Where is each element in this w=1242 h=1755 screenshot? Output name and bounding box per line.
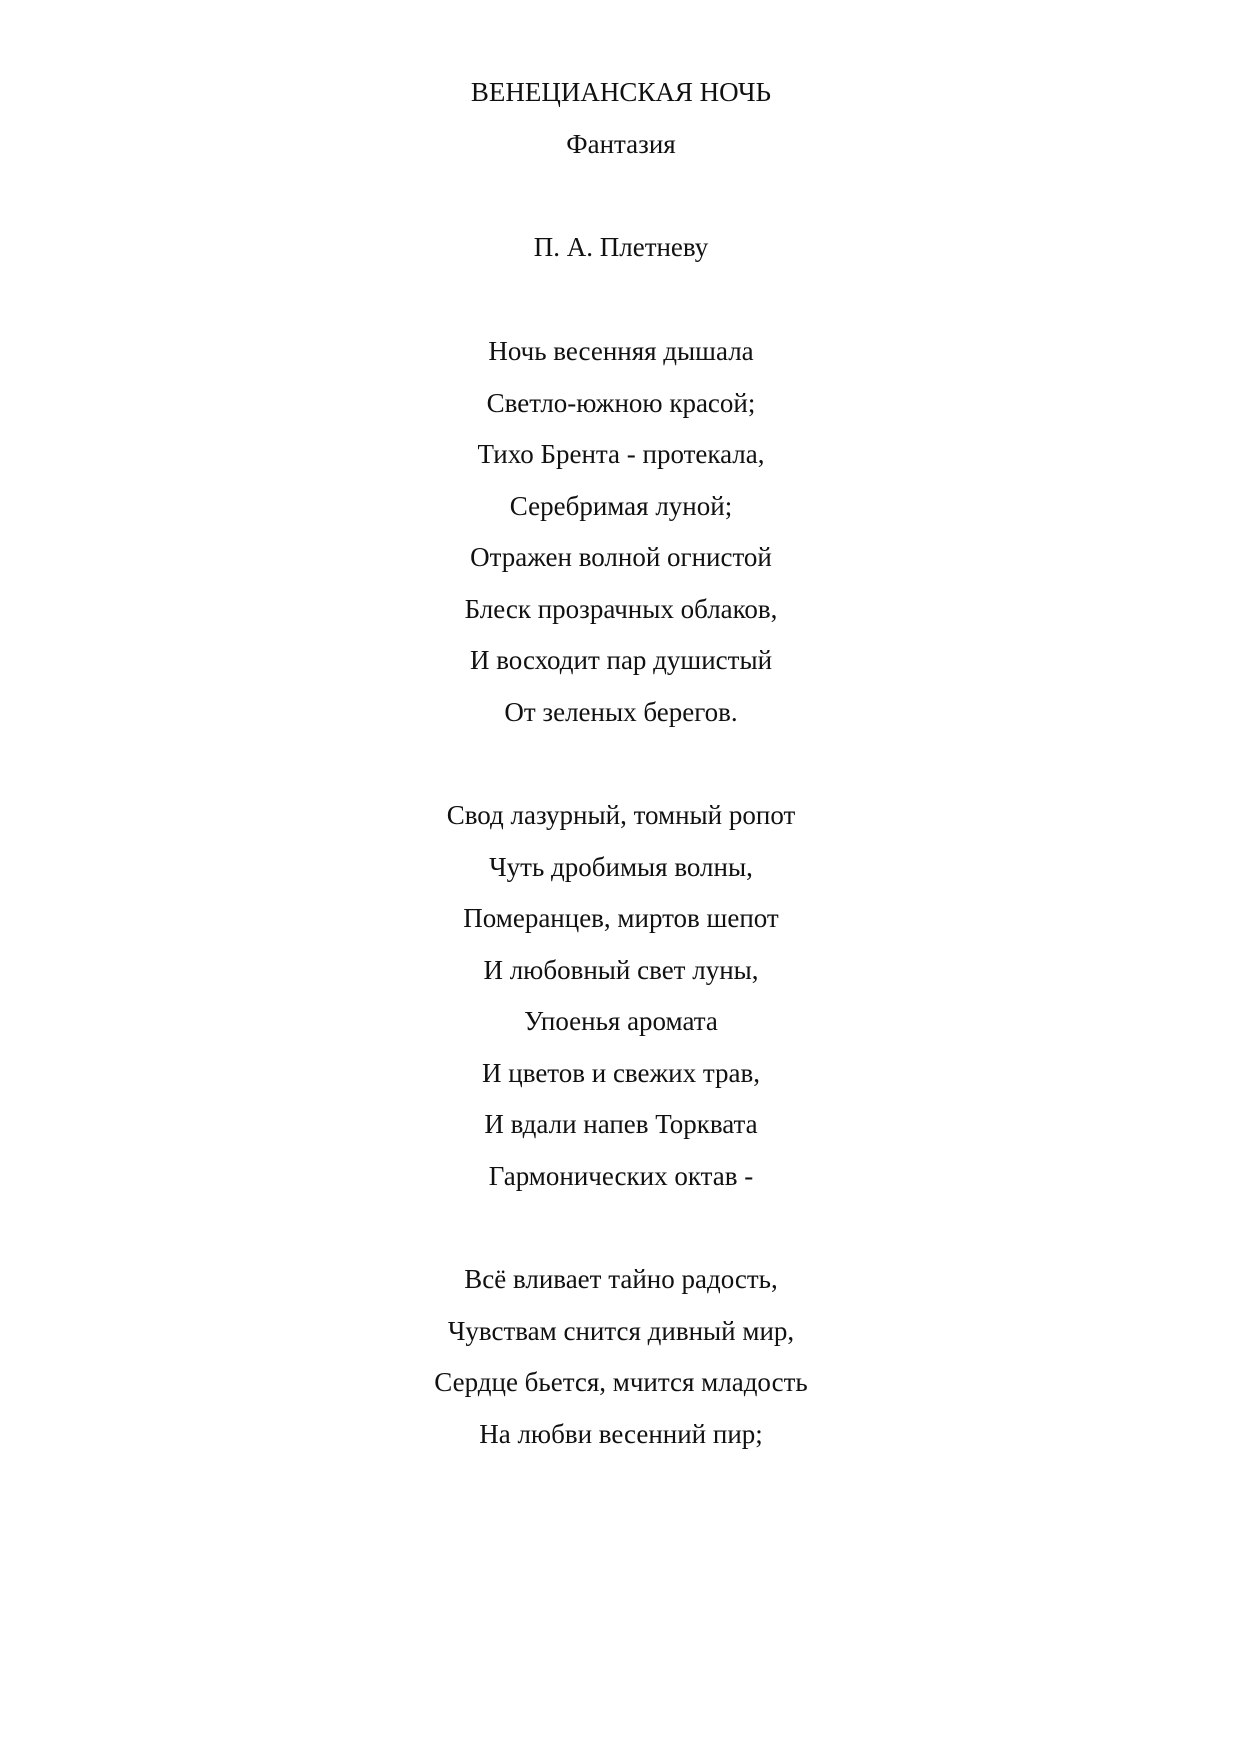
stanza-2-line-2: Чуть дробимыя волны, (489, 852, 753, 882)
stanza-1-line-4: Серебримая луной; (509, 491, 733, 521)
stanza-2-line-3: Померанцев, миртов шепот (463, 903, 779, 933)
poem-dedication: П. А. Плетневу (533, 232, 709, 262)
stanza-1-line-8: От зеленых берегов. (504, 697, 738, 727)
stanza-3-line-4: На любви весенний пир; (479, 1419, 763, 1449)
stanza-3-line-2: Чувствам снится дивный мир, (447, 1316, 795, 1346)
stanza-1-line-7: И восходит пар душистый (469, 645, 773, 675)
stanza-2-line-4: И любовный свет луны, (483, 955, 759, 985)
stanza-2-line-7: И вдали напев Торквата (484, 1109, 758, 1139)
stanza-2-line-6: И цветов и свежих трав, (482, 1058, 760, 1088)
stanza-1-line-6: Блеск прозрачных облаков, (464, 594, 778, 624)
stanza-2-line-8: Гармонических октав - (488, 1161, 754, 1191)
poem-subtitle: Фантазия (566, 129, 676, 159)
stanza-1-line-2: Светло-южною красой; (486, 388, 756, 418)
stanza-2-line-1: Свод лазурный, томный ропот (446, 800, 796, 830)
stanza-1-line-5: Отражен волной огнистой (470, 542, 772, 572)
poem-title: ВЕНЕЦИАНСКАЯ НОЧЬ (470, 77, 772, 107)
stanza-2-line-5: Упоенья аромата (524, 1006, 718, 1036)
stanza-1-line-1: Ночь весенняя дышала (488, 336, 754, 366)
stanza-3-line-3: Сердце бьется, мчится младость (434, 1367, 808, 1397)
stanza-3-line-1: Всё вливает тайно радость, (464, 1264, 778, 1294)
stanza-1-line-3: Тихо Брента - протекала, (477, 439, 765, 469)
